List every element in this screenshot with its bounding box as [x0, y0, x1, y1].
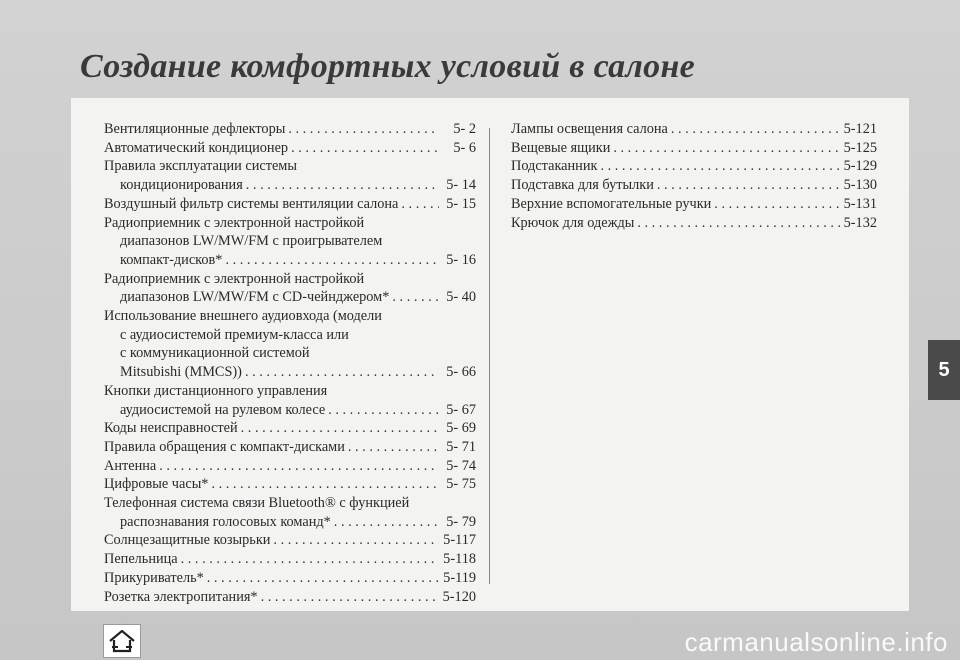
toc-entry[interactable] [104, 550, 476, 569]
toc-entry-text: Использование внешнего аудиовхода (модели [104, 308, 382, 325]
toc-entry[interactable] [104, 214, 476, 270]
toc-page-number: 5- 2 [453, 121, 476, 137]
toc-page-number: 5- 66 [446, 364, 476, 381]
toc-page-number: 5-131 [843, 195, 877, 212]
toc-entry-text: Воздушный фильтр системы вентиляции салона [104, 195, 399, 212]
toc-entry[interactable] [511, 139, 877, 158]
toc-entry-text: Подстаканник [511, 158, 598, 175]
toc-entry[interactable] [104, 475, 476, 494]
toc-page-number: 5- 71 [446, 438, 476, 455]
toc-entry-text: с коммуникационной системой [120, 345, 310, 362]
dot-leader [181, 550, 439, 569]
toc-page-number: 5-132 [843, 214, 877, 231]
toc-entry-text: Кнопки дистанционного управления [104, 382, 328, 399]
toc-entry-text: распознавания голосовых команд* [120, 513, 331, 530]
toc-page-number: 5-120 [442, 588, 476, 605]
toc-page-number: 5- 69 [446, 420, 476, 437]
toc-entry-text: Автоматический кондиционер [104, 139, 289, 156]
toc-entry[interactable] [104, 195, 476, 214]
chapter-tab[interactable]: 5 [928, 340, 960, 400]
toc-entry-text: Розетка электропитания* [104, 588, 258, 605]
toc-entry[interactable] [104, 457, 476, 476]
dot-leader [657, 176, 840, 195]
toc-entry-text: диапазонов LW/MW/FM с CD-чейнджером* [120, 289, 390, 306]
toc-entry-text: Верхние вспомогательные ручки [511, 195, 712, 212]
toc-entry[interactable] [104, 307, 476, 382]
toc-page-number: 5-130 [843, 177, 877, 194]
dot-leader [291, 139, 439, 158]
toc-entry-text: Правила обращения с компакт-дисками [104, 438, 345, 455]
dot-leader [637, 214, 840, 233]
toc-entry-text: Правила эксплуатации системы [104, 158, 297, 175]
toc-entry[interactable] [104, 270, 476, 307]
toc-entry[interactable] [104, 531, 476, 550]
toc-entry-text: Пепельница [104, 551, 178, 568]
page-title: Создание комфортных условий в салоне [80, 48, 696, 85]
toc-page-number: 5- 16 [446, 251, 476, 268]
home-button[interactable] [103, 624, 141, 658]
toc-entry-text: Подставка для бутылки [511, 177, 654, 194]
toc-entry-text: Цифровые часы* [104, 476, 209, 493]
toc-entry-text: Крючок для одежды [511, 214, 635, 231]
toc-entry-text: компакт-дисков* [120, 251, 223, 268]
toc-page-number: 5-118 [443, 551, 476, 568]
toc-entry[interactable] [511, 214, 877, 233]
toc-page-number: 5- 67 [446, 401, 476, 418]
toc-entry[interactable] [104, 120, 476, 139]
toc-entry-text: Вещевые ящики [511, 139, 611, 156]
toc-entry[interactable] [104, 438, 476, 457]
toc-entry[interactable] [104, 382, 476, 419]
toc-entry-text: аудиосистемой на рулевом колесе [120, 401, 326, 418]
toc-panel [71, 98, 909, 611]
toc-column-left [104, 120, 476, 606]
dot-leader [348, 438, 439, 457]
toc-entry[interactable] [104, 157, 476, 194]
dot-leader [334, 513, 439, 532]
toc-column-right [511, 120, 877, 232]
dot-leader [225, 251, 439, 270]
toc-entry[interactable] [104, 569, 476, 588]
dot-leader [613, 139, 840, 158]
dot-leader [261, 588, 439, 607]
toc-entry-text: Прикуриватель* [104, 569, 204, 586]
toc-entry-text: Радиоприемник с электронной настройкой [104, 270, 365, 287]
toc-page-number: 5- 6 [453, 139, 476, 156]
toc-entry-text: кондиционирования [120, 177, 243, 194]
toc-entry-text: с аудиосистемой премиум-класса или [120, 326, 349, 343]
toc-page-number: 5-121 [843, 121, 877, 137]
toc-page-number: 5- 15 [446, 195, 476, 212]
toc-entry[interactable] [511, 176, 877, 195]
toc-entry[interactable] [511, 195, 877, 214]
toc-entry[interactable] [511, 120, 877, 139]
column-divider [489, 128, 490, 584]
dot-leader [600, 157, 840, 176]
toc-entry-text: Вентиляционные дефлекторы [104, 121, 286, 137]
dot-leader [671, 120, 840, 139]
watermark: carmanualsonline.info [684, 627, 948, 657]
dot-leader [401, 195, 439, 214]
dot-leader [273, 531, 439, 550]
toc-entry-text: диапазонов LW/MW/FM с проигрывателем [120, 233, 383, 250]
dot-leader [207, 569, 439, 588]
dot-leader [328, 401, 439, 420]
toc-page-number: 5-117 [443, 532, 476, 549]
toc-page-number: 5- 74 [446, 457, 476, 474]
dot-leader [159, 457, 439, 476]
dot-leader [211, 475, 439, 494]
toc-entry-text: Коды неисправностей [104, 420, 238, 437]
toc-entry[interactable] [104, 139, 476, 158]
dot-leader [246, 176, 439, 195]
dot-leader [245, 363, 439, 382]
toc-entry-text: Телефонная система связи Bluetooth® с функцией [104, 495, 410, 512]
toc-page-number: 5-119 [443, 569, 476, 586]
toc-page-number: 5- 79 [446, 513, 476, 530]
home-icon [107, 628, 137, 654]
dot-leader [392, 288, 439, 307]
toc-entry[interactable] [104, 494, 476, 531]
toc-page-number: 5- 75 [446, 476, 476, 493]
toc-page-number: 5-125 [843, 139, 877, 156]
dot-leader [288, 120, 439, 139]
toc-entry-text: Радиоприемник с электронной настройкой [104, 214, 365, 231]
toc-entry-text: Антенна [104, 457, 157, 474]
toc-page-number: 5- 14 [446, 177, 476, 194]
dot-leader [241, 419, 439, 438]
toc-entry-text: Солнцезащитные козырьки [104, 532, 271, 549]
toc-entry-text: Лампы освещения салона [511, 121, 668, 137]
toc-page-number: 5-129 [843, 158, 877, 175]
toc-entry[interactable] [104, 588, 476, 607]
toc-entry-text: Mitsubishi (MMCS)) [120, 364, 242, 381]
toc-page-number: 5- 40 [446, 289, 476, 306]
dot-leader [714, 195, 840, 214]
toc-entry[interactable] [104, 419, 476, 438]
toc-entry[interactable] [511, 157, 877, 176]
